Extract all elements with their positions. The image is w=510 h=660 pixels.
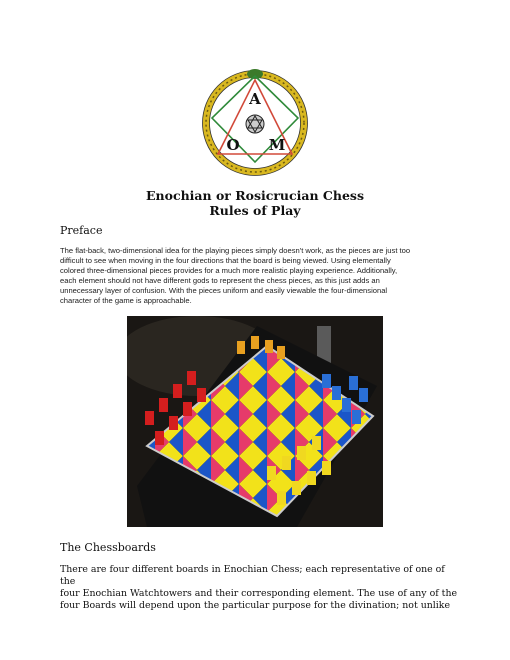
text-line: character of the game is approachable. [60,296,192,305]
logo-letter-a: A [249,90,261,108]
logo-letter-o: O [226,136,240,154]
text-line: unnecessary layer of confusion. With the pieces uniform and easily viewable the four-dimensional [60,286,388,295]
text-line: There are four different boards in Enochian Chess; each representative of one of the [60,564,445,587]
chessboards-paragraph [60,564,460,612]
logo-letter-m: M [268,136,286,154]
text-line: four Enochian Watchtowers and their corresponding element. The use of any of the [60,588,458,599]
document-title: Enochian or Rosicrucian Chess [146,188,364,203]
chessboard-photo [127,316,383,527]
section-heading-preface: Preface [60,224,103,237]
preface-paragraph [60,246,460,306]
section-heading-chessboards: The Chessboards [60,541,156,554]
document-subtitle: Rules of Play [209,203,301,218]
aom-ouroboros-logo [200,68,310,178]
text-line: colored three-dimensional pieces provides for a much more realistic playing experience. Additionally, [60,266,398,275]
text-line: each element should not have different gods to represent the chess pieces, as this just adds an [60,276,380,285]
text-line: The flat-back, two-dimensional idea for the playing pieces simply doesn't work, as the pieces are just too [60,246,411,255]
text-line: difficult to see when moving in the four directions that the board is being viewed. Using elementally [60,256,391,265]
text-line: four Boards will depend upon the particular purpose for the divination; not unlike [60,600,450,611]
